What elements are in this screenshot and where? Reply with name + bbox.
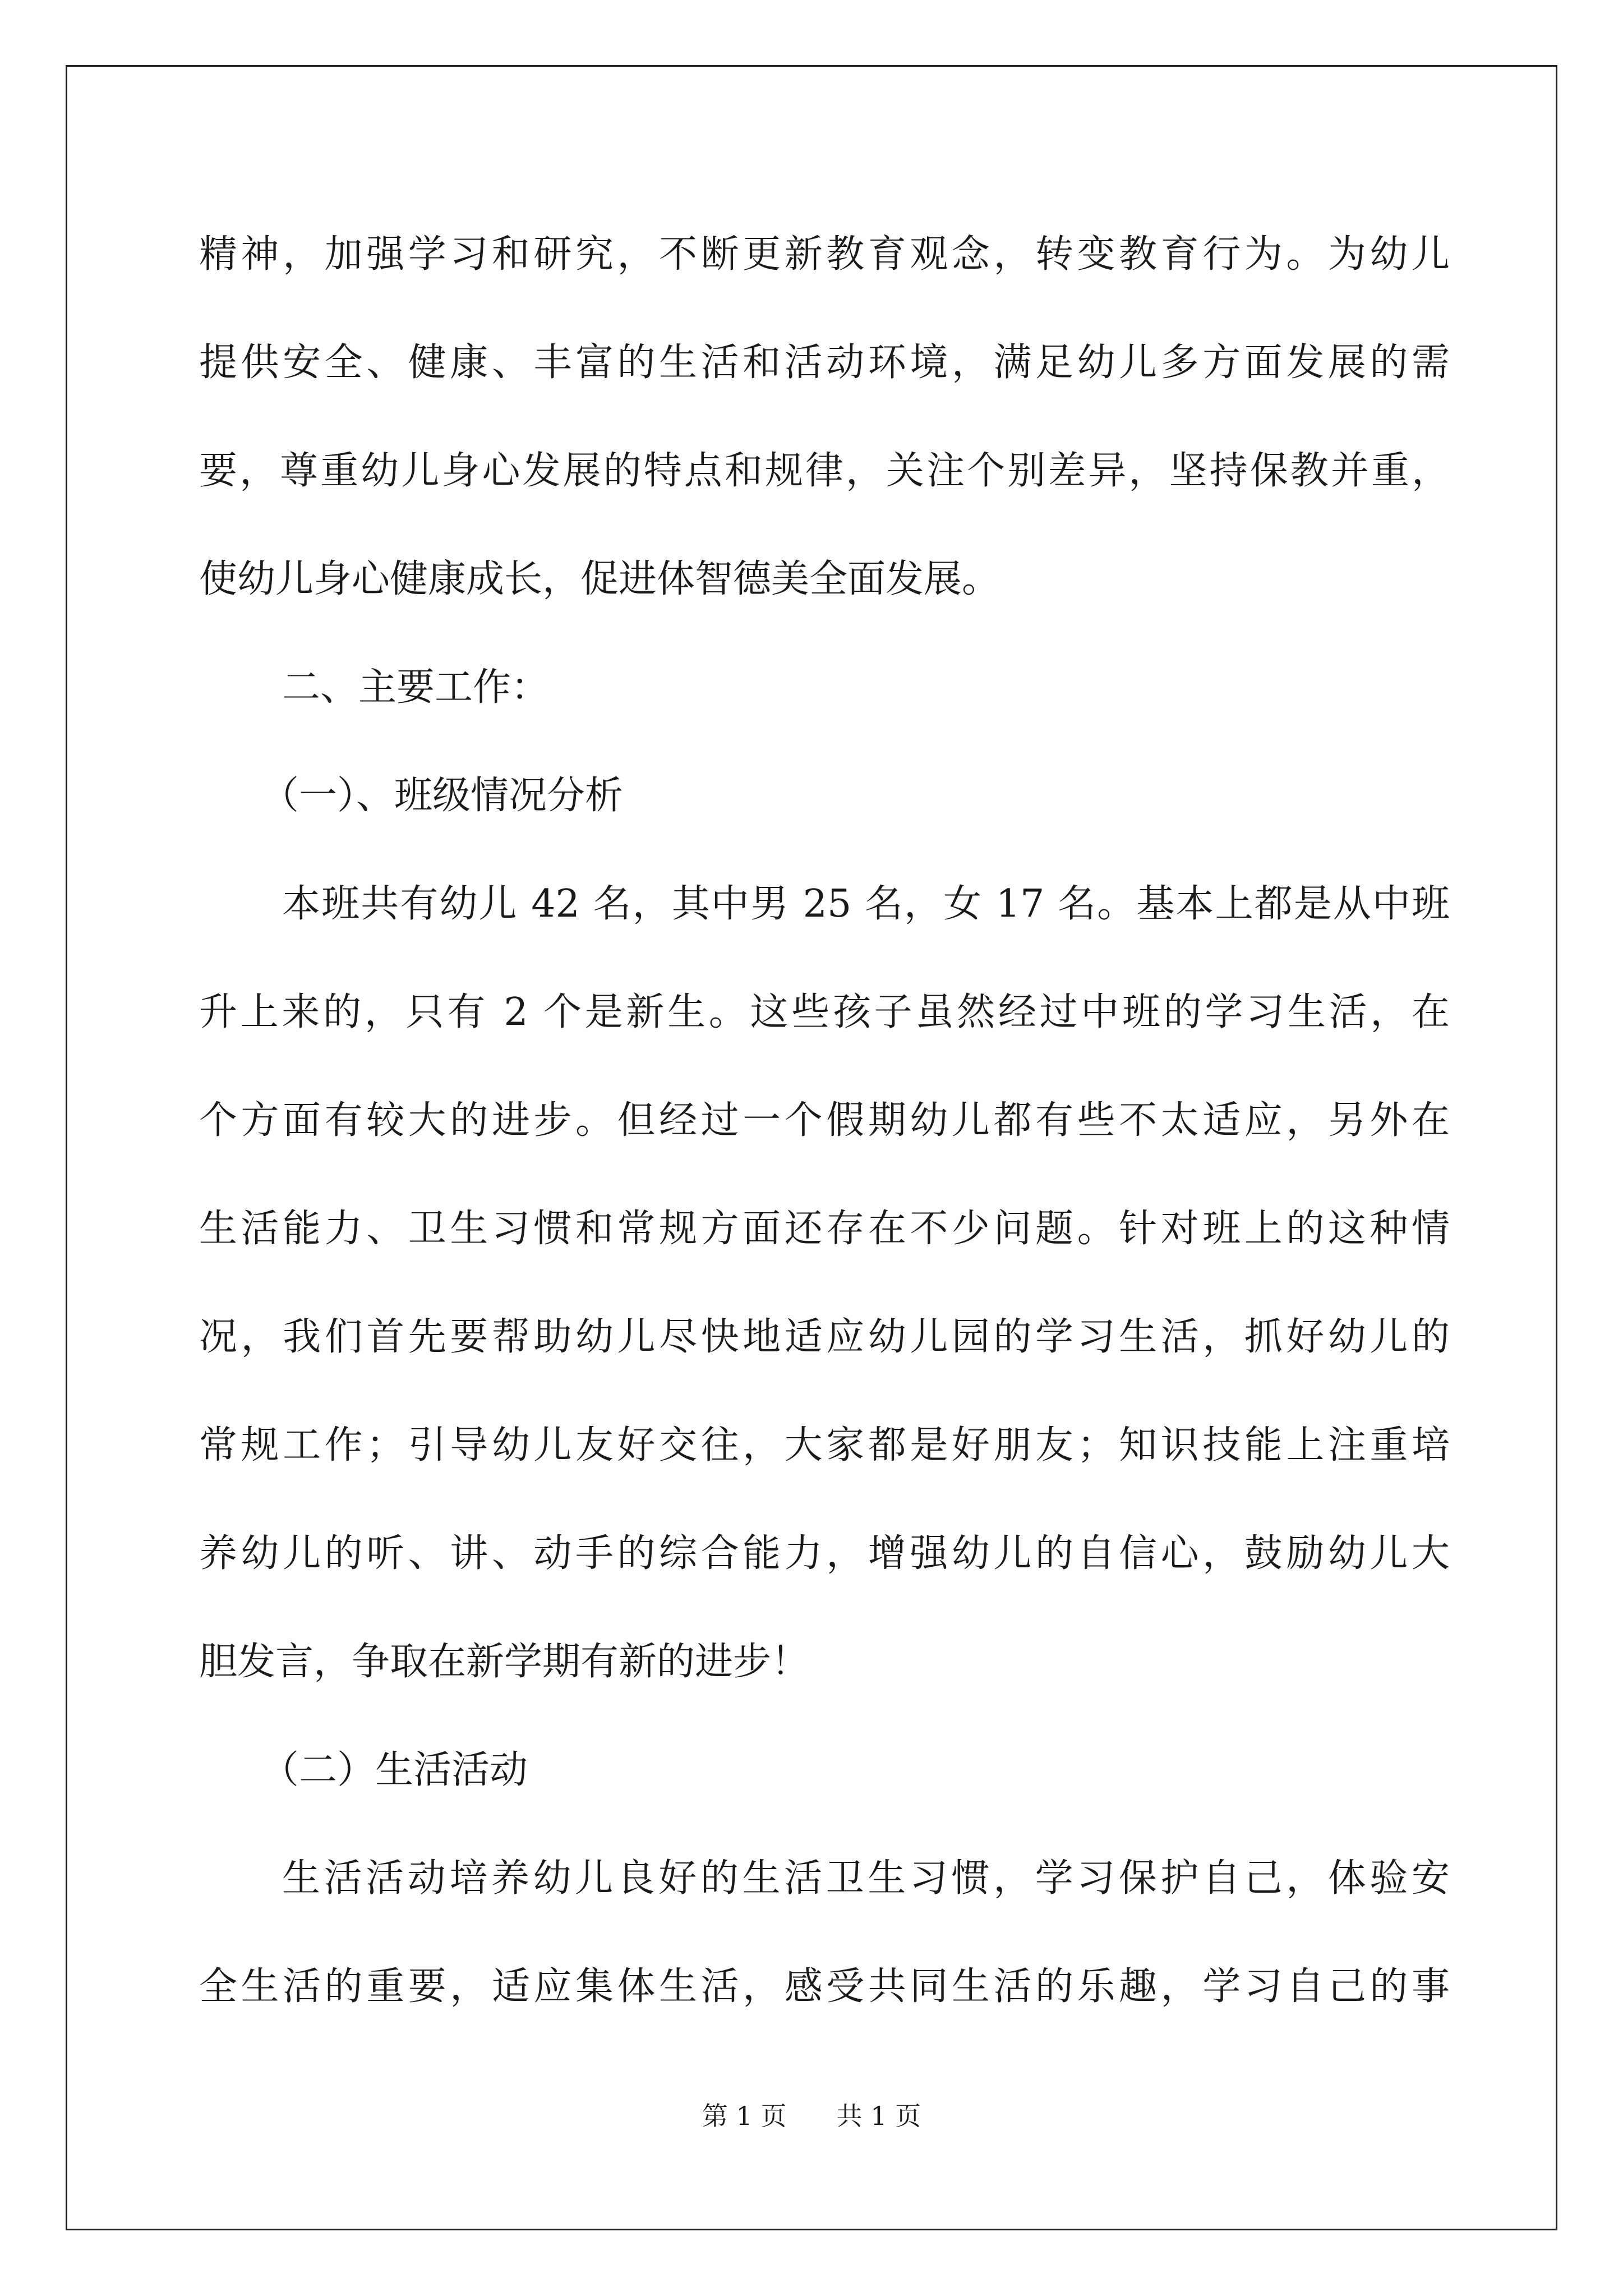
paragraph-line: 本班共有幼儿 42 名，其中男 25 名，女 17 名。基本上都是从中班 [282,882,1450,926]
page-footer [0,2099,1623,2133]
paragraph-line: 养幼儿的听、讲、动手的综合能力，增强幼儿的自信心，鼓励幼儿大 [199,1531,1450,1576]
paragraph-line: 要，尊重幼儿身心发展的特点和规律，关注个别差异，坚持保教并重， [199,449,1450,493]
paragraph-line: 全生活的重要，适应集体生活，感受共同生活的乐趣，学习自己的事 [199,1964,1450,2009]
paragraph-line: 生活活动培养幼儿良好的生活卫生习惯，学习保护自己，体验安 [282,1856,1450,1901]
document-body [199,218,1450,2058]
paragraph-line: 胆发言，争取在新学期有新的进步！ [199,1640,810,1684]
paragraph-line: 提供安全、健康、丰富的生活和活动环境，满足幼儿多方面发展的需 [199,341,1450,385]
paragraph-line: 常规工作；引导幼儿友好交往，大家都是好朋友；知识技能上注重培 [199,1423,1450,1467]
paragraph-line: 精神，加强学习和研究，不断更新教育观念，转变教育行为。为幼儿 [199,232,1450,277]
paragraph-line: 使幼儿身心健康成长，促进体智德美全面发展。 [199,557,1000,601]
page-number: 第 1 页 [702,2101,787,2131]
paragraph-line: 况，我们首先要帮助幼儿尽快地适应幼儿园的学习生活，抓好幼儿的 [199,1315,1450,1359]
subsection-heading: （二）生活活动 [261,1748,528,1792]
paragraph-line: 生活能力、卫生习惯和常规方面还存在不少问题。针对班上的这种情 [199,1207,1450,1251]
subsection-heading: （一）、班级情况分析 [261,774,624,818]
paragraph-line: 升上来的，只有 2 个是新生。这些孩子虽然经过中班的学习生活，在 [199,990,1450,1034]
page-total: 共 1 页 [836,2101,921,2131]
section-heading: 二、主要工作： [282,665,550,710]
paragraph-line: 个方面有较大的进步。但经过一个假期幼儿都有些不太适应，另外在 [199,1098,1450,1143]
